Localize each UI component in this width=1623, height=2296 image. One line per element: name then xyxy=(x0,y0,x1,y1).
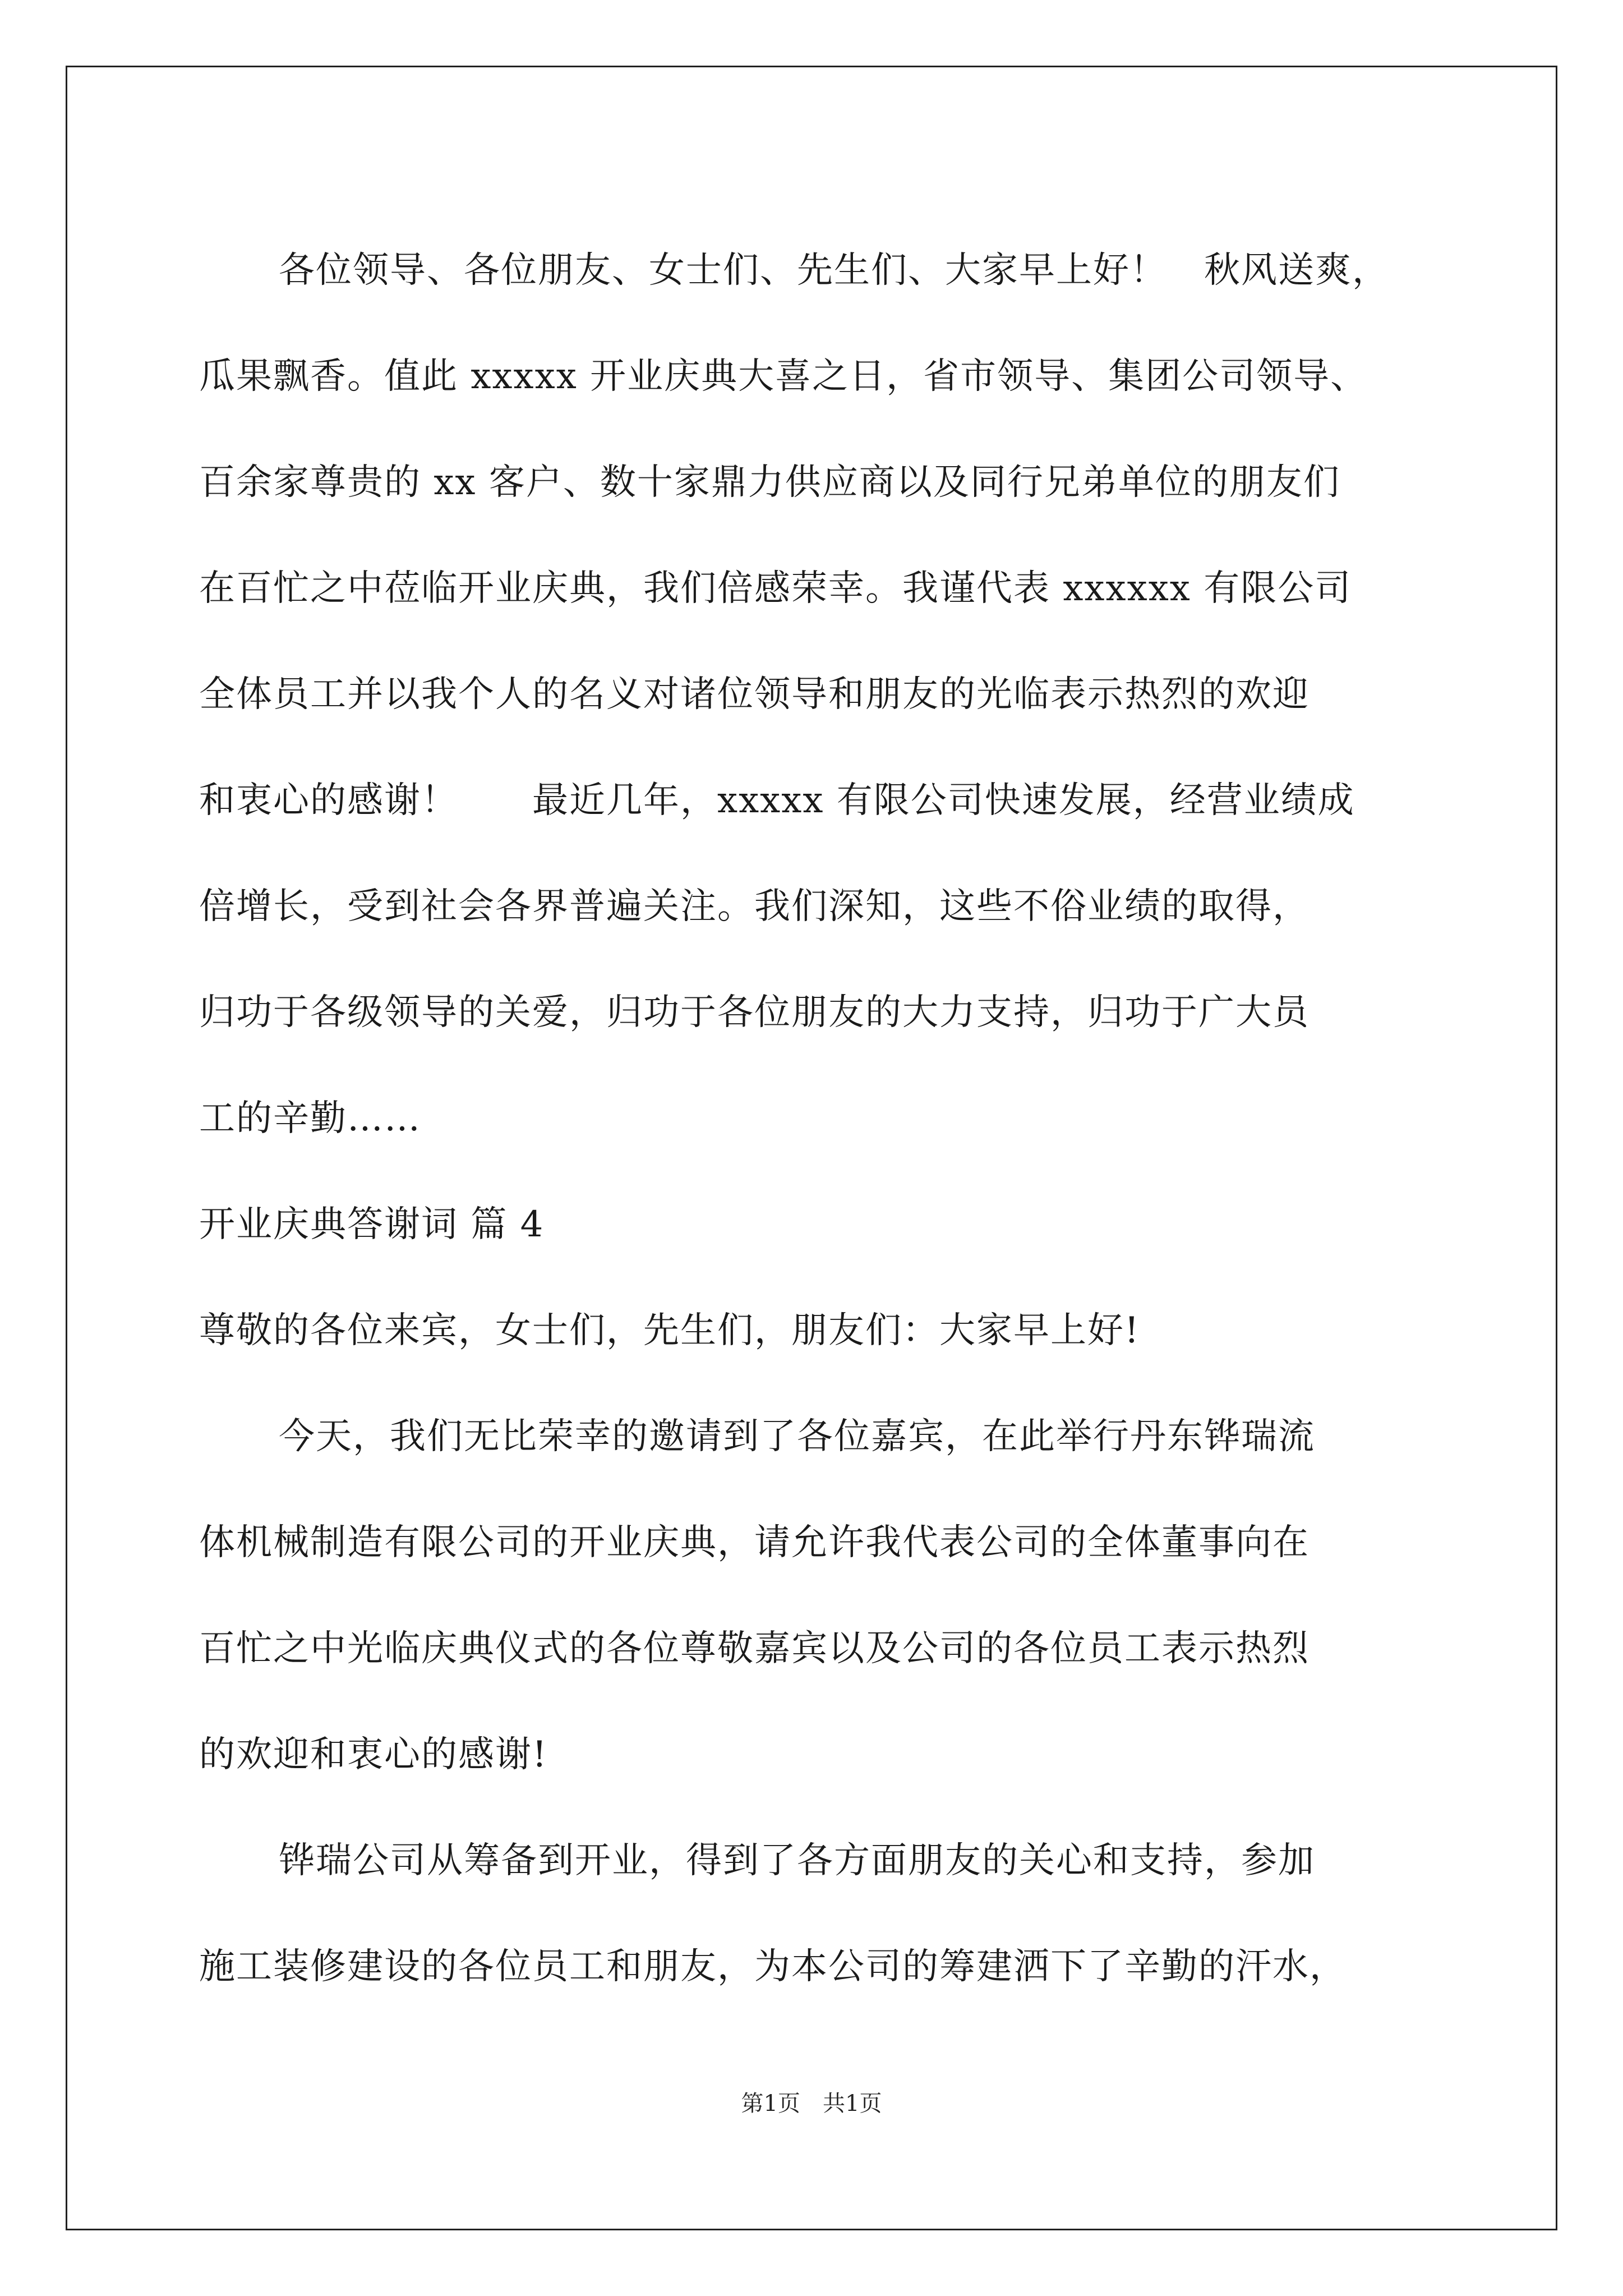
salutation: 尊敬的各位来宾，女士们，先生们，朋友们：大家早上好! xyxy=(199,1310,1140,1351)
text-line: 工的辛勤…… xyxy=(199,1098,421,1139)
text-line: 的欢迎和衷心的感谢! xyxy=(199,1734,548,1775)
page-number: 第1页 xyxy=(741,2091,800,2116)
text-line: 体机械制造有限公司的开业庆典，请允许我代表公司的全体董事向在 xyxy=(199,1522,1310,1563)
text-line: 在百忙之中莅临开业庆典，我们倍感荣幸。我谨代表 xxxxxx 有限公司 xyxy=(199,568,1352,609)
text-line: 归功于各级领导的关爱，归功于各位朋友的大力支持，归功于广大员 xyxy=(199,992,1310,1033)
text-line: 全体员工并以我个人的名义对诸位领导和朋友的光临表示热烈的欢迎 xyxy=(199,674,1310,715)
text-line: 和衷心的感谢！ 最近几年，xxxxx 有限公司快速发展，经营业绩成 xyxy=(199,780,1355,821)
document-body xyxy=(199,218,1433,2020)
text-line: 铧瑞公司从筹备到开业，得到了各方面朋友的关心和支持，参加 xyxy=(279,1840,1315,1881)
text-line: 瓜果飘香。值此 xxxxx 开业庆典大喜之日，省市领导、集团公司领导、 xyxy=(199,356,1368,397)
page-total: 共1页 xyxy=(823,2091,882,2116)
text-line: 倍增长，受到社会各界普遍关注。我们深知，这些不俗业绩的取得， xyxy=(199,886,1310,927)
text-line: 今天，我们无比荣幸的邀请到了各位嘉宾，在此举行丹东铧瑞流 xyxy=(279,1416,1315,1457)
text-line: 百忙之中光临庆典仪式的各位尊敬嘉宾以及公司的各位员工表示热烈 xyxy=(199,1628,1310,1669)
text-line: 各位领导、各位朋友、女士们、先生们、大家早上好！ 秋风送爽， xyxy=(279,250,1389,291)
text-line: 施工装修建设的各位员工和朋友，为本公司的筹建洒下了辛勤的汗水， xyxy=(199,1946,1347,1987)
page-footer xyxy=(0,2087,1623,2120)
text-line: 百余家尊贵的 xx 客户、数十家鼎力供应商以及同行兄弟单位的朋友们 xyxy=(199,462,1340,503)
section-heading: 开业庆典答谢词 篇 4 xyxy=(199,1204,545,1245)
